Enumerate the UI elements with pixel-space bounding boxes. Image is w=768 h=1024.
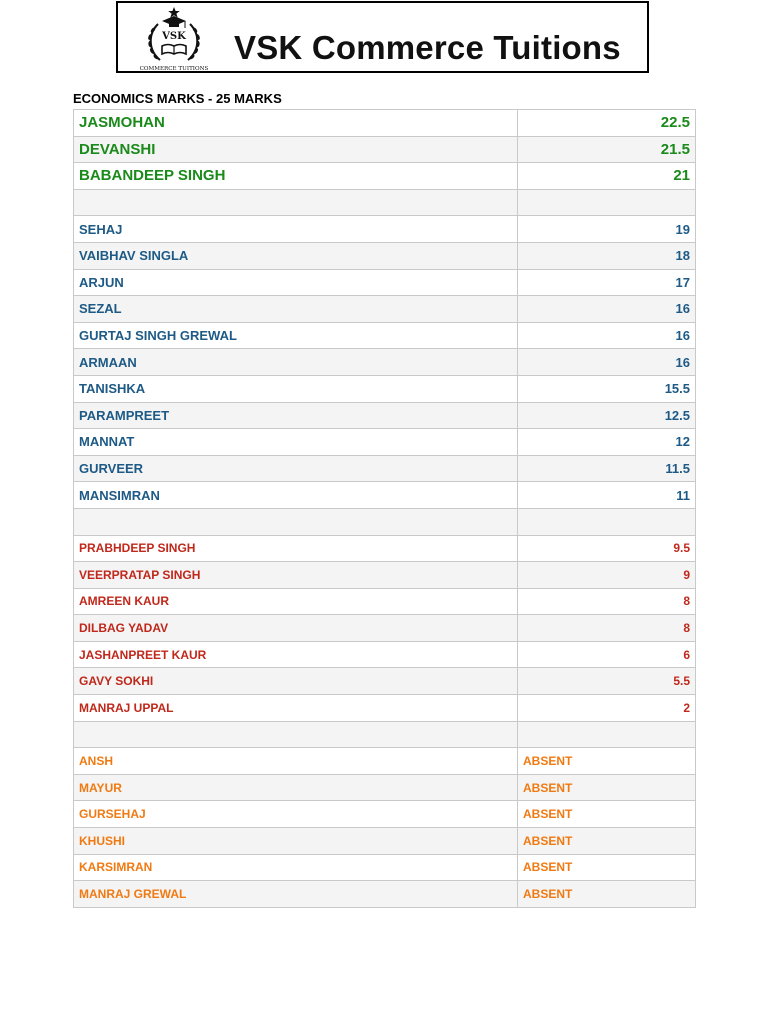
student-mark: 2 [518, 695, 696, 722]
student-mark: 17 [518, 269, 696, 296]
table-row [74, 774, 696, 801]
student-name: GAVY SOKHI [74, 668, 518, 695]
table-row [74, 588, 696, 615]
student-name: SEZAL [74, 296, 518, 323]
student-mark: 8 [518, 588, 696, 615]
vsk-logo [136, 6, 212, 72]
student-name: GURTAJ SINGH GREWAL [74, 322, 518, 349]
student-name: KARSIMRAN [74, 854, 518, 881]
table-row [74, 296, 696, 323]
student-name: JASHANPREET KAUR [74, 641, 518, 668]
absent-status: ABSENT [518, 748, 696, 775]
student-mark: 11.5 [518, 455, 696, 482]
table-row [74, 242, 696, 269]
table-row [74, 136, 696, 163]
brand-title: VSK Commerce Tuitions [234, 29, 621, 66]
student-mark [518, 189, 696, 216]
student-mark: 21 [518, 163, 696, 190]
student-name: MANSIMRAN [74, 482, 518, 509]
absent-status: ABSENT [518, 854, 696, 881]
table-row [74, 748, 696, 775]
student-name [74, 721, 518, 748]
table-row [74, 429, 696, 456]
table-row [74, 269, 696, 296]
student-name: BABANDEEP SINGH [74, 163, 518, 190]
student-mark: 6 [518, 641, 696, 668]
student-mark: 12 [518, 429, 696, 456]
header-banner [116, 1, 649, 73]
table-row [74, 801, 696, 828]
spacer-row [74, 721, 696, 748]
table-row [74, 375, 696, 402]
student-name: ARMAAN [74, 349, 518, 376]
student-name: MAYUR [74, 774, 518, 801]
table-row [74, 402, 696, 429]
student-mark: 18 [518, 242, 696, 269]
table-row [74, 216, 696, 243]
student-mark: 21.5 [518, 136, 696, 163]
student-name: VEERPRATAP SINGH [74, 562, 518, 589]
student-mark: 15.5 [518, 375, 696, 402]
student-mark: 22.5 [518, 110, 696, 137]
student-name: TANISHKA [74, 375, 518, 402]
student-mark: 12.5 [518, 402, 696, 429]
spacer-row [74, 508, 696, 535]
table-row [74, 455, 696, 482]
student-name: DEVANSHI [74, 136, 518, 163]
logo-caption: COMMERCE TUITIONS [139, 66, 209, 72]
table-row [74, 615, 696, 642]
student-name: PARAMPREET [74, 402, 518, 429]
student-mark: 19 [518, 216, 696, 243]
table-row [74, 854, 696, 881]
student-name: JASMOHAN [74, 110, 518, 137]
table-row [74, 482, 696, 509]
student-name: KHUSHI [74, 828, 518, 855]
student-mark: 16 [518, 349, 696, 376]
table-row [74, 349, 696, 376]
student-name: SEHAJ [74, 216, 518, 243]
table-row [74, 641, 696, 668]
student-name: DILBAG YADAV [74, 615, 518, 642]
page-title: ECONOMICS MARKS - 25 MARKS [73, 91, 282, 106]
student-name: PRABHDEEP SINGH [74, 535, 518, 562]
absent-status: ABSENT [518, 881, 696, 908]
table-row [74, 322, 696, 349]
absent-status: ABSENT [518, 801, 696, 828]
student-mark: 16 [518, 296, 696, 323]
student-name: MANRAJ GREWAL [74, 881, 518, 908]
student-name: MANNAT [74, 429, 518, 456]
student-mark: 5.5 [518, 668, 696, 695]
table-row [74, 695, 696, 722]
student-name: ARJUN [74, 269, 518, 296]
table-row [74, 881, 696, 908]
student-name: VAIBHAV SINGLA [74, 242, 518, 269]
absent-status: ABSENT [518, 828, 696, 855]
logo-text: VSK [162, 31, 186, 42]
student-mark: 8 [518, 615, 696, 642]
marks-table [73, 109, 696, 908]
student-mark: 11 [518, 482, 696, 509]
student-mark: 9.5 [518, 535, 696, 562]
table-row [74, 828, 696, 855]
student-name: ANSH [74, 748, 518, 775]
table-row [74, 110, 696, 137]
table-row [74, 535, 696, 562]
student-name [74, 189, 518, 216]
student-mark: 9 [518, 562, 696, 589]
table-row [74, 163, 696, 190]
student-name [74, 508, 518, 535]
student-mark: 16 [518, 322, 696, 349]
student-mark [518, 721, 696, 748]
student-mark [518, 508, 696, 535]
table-row [74, 562, 696, 589]
student-name: GURVEER [74, 455, 518, 482]
spacer-row [74, 189, 696, 216]
student-name: MANRAJ UPPAL [74, 695, 518, 722]
absent-status: ABSENT [518, 774, 696, 801]
student-name: GURSEHAJ [74, 801, 518, 828]
student-name: AMREEN KAUR [74, 588, 518, 615]
table-row [74, 668, 696, 695]
